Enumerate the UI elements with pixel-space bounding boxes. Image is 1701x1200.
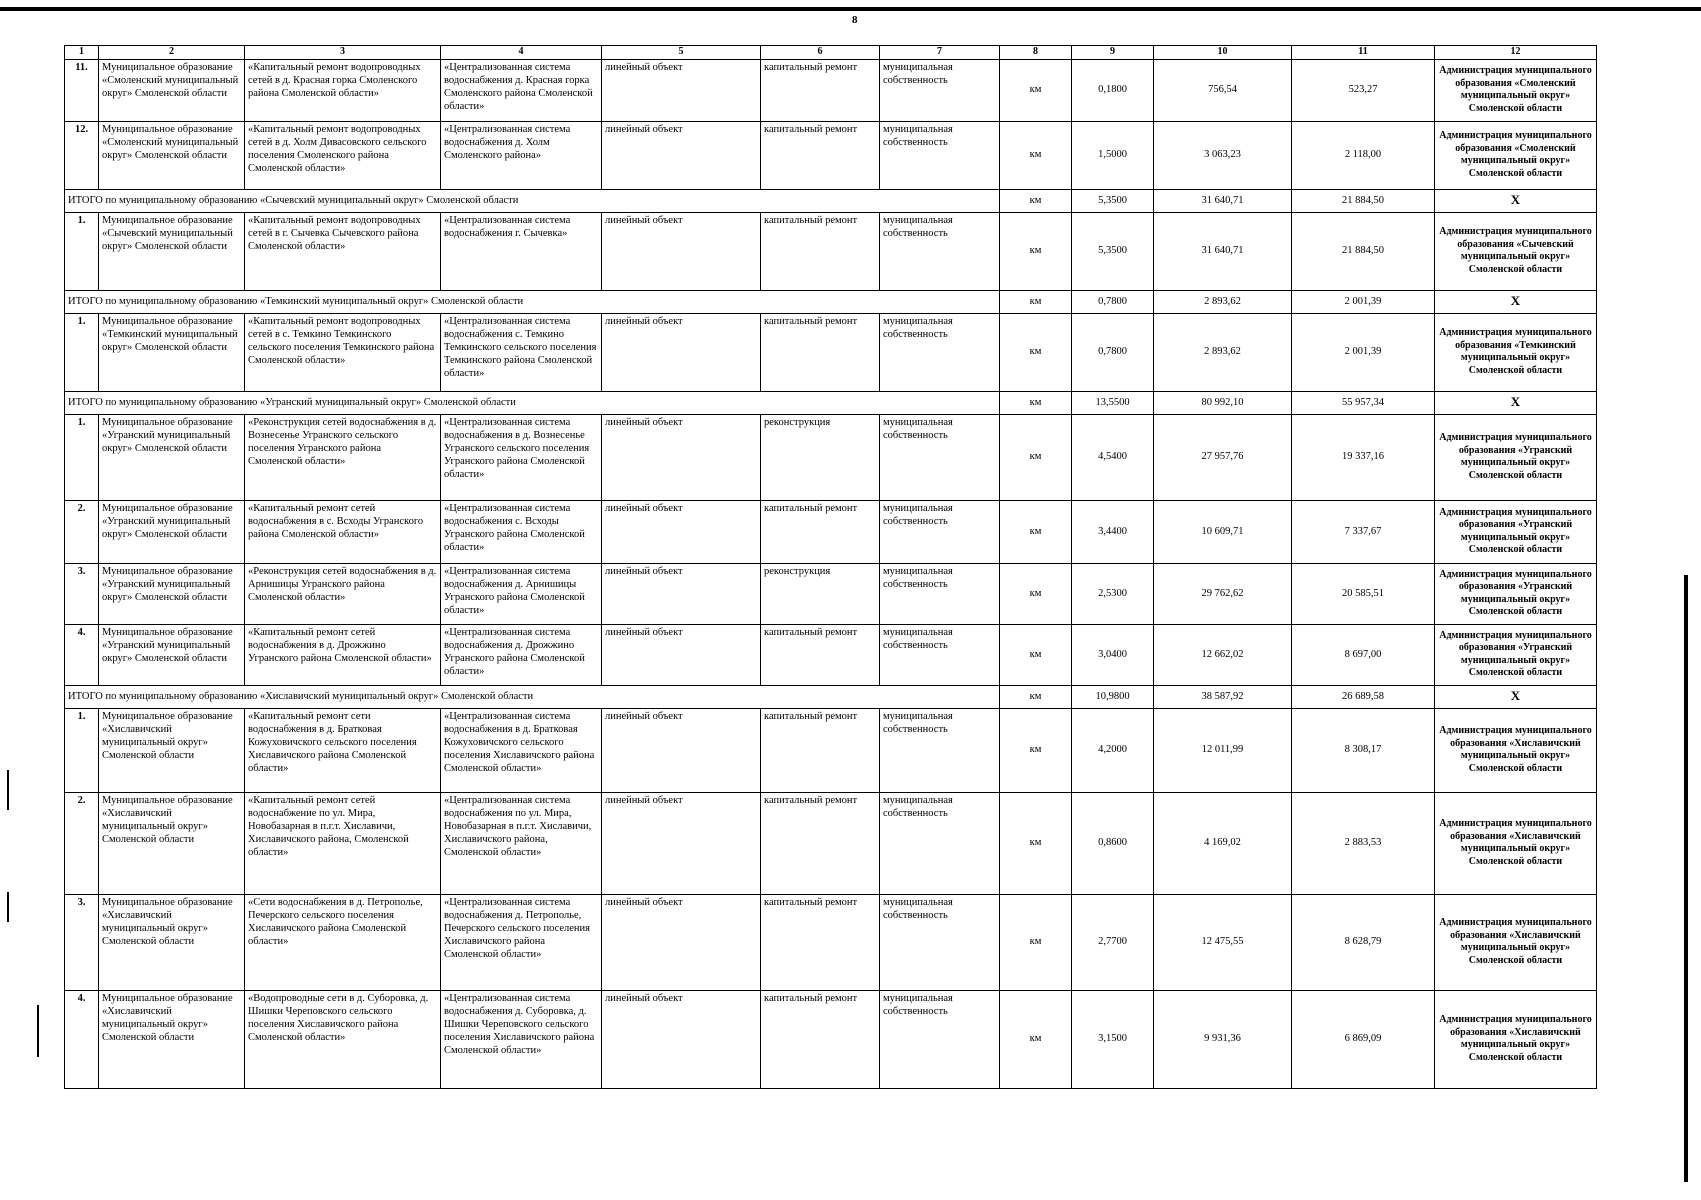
work-type-cell: капитальный ремонт (761, 894, 880, 990)
register-table (64, 45, 1597, 1089)
municipality-cell: Муниципальное образование «Хиславичский муниципальный округ» Смоленской области (99, 708, 245, 792)
cost2-cell: 8 308,17 (1292, 708, 1435, 792)
length-cell: 1,5000 (1072, 121, 1154, 189)
municipality-cell: Муниципальное образование «Угранский муниципальный округ» Смоленской области (99, 563, 245, 624)
column-header: 11 (1292, 46, 1435, 60)
total-label: ИТОГО по муниципальному образованию «Темкинский муниципальный округ» Смоленской области (65, 290, 1000, 313)
cost2-cell: 2 001,39 (1292, 313, 1435, 391)
length-cell: 2,7700 (1072, 894, 1154, 990)
municipality-cell: Муниципальное образование «Хиславичский муниципальный округ» Смоленской области (99, 792, 245, 894)
work-name-cell: «Сети водоснабжения в д. Петрополье, Печерского сельского поселения Хиславичского района Смоленской области» (245, 894, 441, 990)
cost-cell: 31 640,71 (1154, 212, 1292, 290)
work-type-cell: капитальный ремонт (761, 990, 880, 1088)
customer-cell: Администрация муниципального образования «Угранский муниципальный округ» Смоленской области (1435, 500, 1597, 563)
unit-cell: км (1000, 685, 1072, 708)
customer-cell: Администрация муниципального образования «Хиславичский муниципальный округ» Смоленской области (1435, 708, 1597, 792)
work-name-cell: «Капитальный ремонт водопроводных сетей в с. Темкино Темкинского сельского поселения Темкинского района Смоленской области» (245, 313, 441, 391)
unit-cell: км (1000, 212, 1072, 290)
cost-cell: 38 587,92 (1154, 685, 1292, 708)
customer-cell: Администрация муниципального образования «Смоленский муниципальный округ» Смоленской области (1435, 121, 1597, 189)
municipality-cell: Муниципальное образование «Угранский муниципальный округ» Смоленской области (99, 414, 245, 500)
cost-cell: 12 662,02 (1154, 624, 1292, 685)
work-type-cell: реконструкция (761, 414, 880, 500)
ownership-cell: муниципальная собственность (880, 894, 1000, 990)
page-number: 8 (852, 14, 858, 26)
municipality-cell: Муниципальное образование «Угранский муниципальный округ» Смоленской области (99, 500, 245, 563)
unit-cell: км (1000, 414, 1072, 500)
work-type-cell: капитальный ремонт (761, 792, 880, 894)
unit-cell: км (1000, 563, 1072, 624)
municipality-cell: Муниципальное образование «Темкинский муниципальный округ» Смоленской области (99, 313, 245, 391)
total-label: ИТОГО по муниципальному образованию «Сычевский муниципальный округ» Смоленской области (65, 189, 1000, 212)
total-row (65, 685, 1597, 708)
municipality-cell: Муниципальное образование «Хиславичский муниципальный округ» Смоленской области (99, 894, 245, 990)
ownership-cell: муниципальная собственность (880, 212, 1000, 290)
column-header: 3 (245, 46, 441, 60)
column-header: 12 (1435, 46, 1597, 60)
top-border-line (0, 7, 1701, 11)
cost2-cell: 2 001,39 (1292, 290, 1435, 313)
table-row (65, 414, 1597, 500)
row-number: 12. (65, 121, 99, 189)
work-name-cell: «Реконструкция сетей водоснабжения в д. Арнишицы Угранского района Смоленской области» (245, 563, 441, 624)
total-row (65, 391, 1597, 414)
cost-cell: 27 957,76 (1154, 414, 1292, 500)
customer-cell: Администрация муниципального образования «Хиславичский муниципальный округ» Смоленской области (1435, 792, 1597, 894)
row-number: 4. (65, 624, 99, 685)
municipality-cell: Муниципальное образование «Смоленский муниципальный округ» Смоленской области (99, 59, 245, 121)
customer-cell: Администрация муниципального образования «Сычевский муниципальный округ» Смоленской области (1435, 212, 1597, 290)
length-cell: 4,5400 (1072, 414, 1154, 500)
unit-cell: км (1000, 189, 1072, 212)
unit-cell: км (1000, 624, 1072, 685)
row-number: 4. (65, 990, 99, 1088)
length-cell: 5,3500 (1072, 212, 1154, 290)
length-cell: 0,7800 (1072, 290, 1154, 313)
row-number: 11. (65, 59, 99, 121)
cost-cell: 10 609,71 (1154, 500, 1292, 563)
cost2-cell: 2 118,00 (1292, 121, 1435, 189)
work-name-cell: «Капитальный ремонт водопроводных сетей в д. Холм Дивасовского сельского поселения Смоленского района Смоленской области» (245, 121, 441, 189)
object-type-cell: линейный объект (602, 990, 761, 1088)
row-number: 2. (65, 500, 99, 563)
ownership-cell: муниципальная собственность (880, 792, 1000, 894)
cost-cell: 3 063,23 (1154, 121, 1292, 189)
object-type-cell: линейный объект (602, 500, 761, 563)
header-row (65, 46, 1597, 60)
work-type-cell: реконструкция (761, 563, 880, 624)
work-type-cell: капитальный ремонт (761, 500, 880, 563)
length-cell: 2,5300 (1072, 563, 1154, 624)
table-row (65, 894, 1597, 990)
cost2-cell: 7 337,67 (1292, 500, 1435, 563)
row-number: 3. (65, 894, 99, 990)
object-type-cell: линейный объект (602, 792, 761, 894)
cost2-cell: 21 884,50 (1292, 189, 1435, 212)
system-cell: «Централизованная система водоснабжения в д. Братковая Кожуховичского сельского поселения Хиславичского района Смоленской области» (441, 708, 602, 792)
ownership-cell: муниципальная собственность (880, 121, 1000, 189)
unit-cell: км (1000, 391, 1072, 414)
object-type-cell: линейный объект (602, 59, 761, 121)
work-name-cell: «Капитальный ремонт сетей водоснабжение по ул. Мира, Новобазарная в п.г.т. Хиславичи, Хиславичского района, Смоленской области» (245, 792, 441, 894)
object-type-cell: линейный объект (602, 708, 761, 792)
customer-cell: Администрация муниципального образования «Угранский муниципальный округ» Смоленской области (1435, 563, 1597, 624)
cost-cell: 29 762,62 (1154, 563, 1292, 624)
table-row (65, 563, 1597, 624)
total-row (65, 189, 1597, 212)
work-type-cell: капитальный ремонт (761, 708, 880, 792)
system-cell: «Централизованная система водоснабжения с. Темкино Темкинского сельского поселения Темкинского района Смоленской области» (441, 313, 602, 391)
length-cell: 0,8600 (1072, 792, 1154, 894)
total-label: ИТОГО по муниципальному образованию «Угранский муниципальный округ» Смоленской области (65, 391, 1000, 414)
cost-cell: 31 640,71 (1154, 189, 1292, 212)
column-header: 2 (99, 46, 245, 60)
system-cell: «Централизованная система водоснабжения по ул. Мира, Новобазарная в п.г.т. Хиславичи, Хиславичского района, Смоленской области» (441, 792, 602, 894)
work-name-cell: «Капитальный ремонт сетей водоснабжения в д. Дрожжино Угранского района Смоленской области» (245, 624, 441, 685)
length-cell: 0,1800 (1072, 59, 1154, 121)
customer-cell: Администрация муниципального образования «Угранский муниципальный округ» Смоленской области (1435, 414, 1597, 500)
cost2-cell: 55 957,34 (1292, 391, 1435, 414)
work-name-cell: «Капитальный ремонт водопроводных сетей в г. Сычевка Сычевского района Смоленской области» (245, 212, 441, 290)
ownership-cell: муниципальная собственность (880, 563, 1000, 624)
work-type-cell: капитальный ремонт (761, 121, 880, 189)
cost-cell: 756,54 (1154, 59, 1292, 121)
unit-cell: км (1000, 290, 1072, 313)
unit-cell: км (1000, 708, 1072, 792)
length-cell: 3,1500 (1072, 990, 1154, 1088)
unit-cell: км (1000, 990, 1072, 1088)
work-type-cell: капитальный ремонт (761, 212, 880, 290)
municipality-cell: Муниципальное образование «Угранский муниципальный округ» Смоленской области (99, 624, 245, 685)
scan-edge-bar (1684, 575, 1688, 1182)
table-row (65, 708, 1597, 792)
customer-cell: Х (1435, 290, 1597, 313)
column-header: 7 (880, 46, 1000, 60)
work-name-cell: «Капитальный ремонт сетей водоснабжения в с. Всходы Угранского района Смоленской области» (245, 500, 441, 563)
object-type-cell: линейный объект (602, 212, 761, 290)
system-cell: «Централизованная система водоснабжения д. Арнишицы Угранского района Смоленской области» (441, 563, 602, 624)
customer-cell: Х (1435, 189, 1597, 212)
cost-cell: 9 931,36 (1154, 990, 1292, 1088)
row-number: 1. (65, 212, 99, 290)
cost2-cell: 21 884,50 (1292, 212, 1435, 290)
table-row (65, 313, 1597, 391)
length-cell: 3,4400 (1072, 500, 1154, 563)
system-cell: «Централизованная система водоснабжения д. Холм Смоленского района» (441, 121, 602, 189)
table-row (65, 792, 1597, 894)
ownership-cell: муниципальная собственность (880, 624, 1000, 685)
system-cell: «Централизованная система водоснабжения с. Всходы Угранского района Смоленской области» (441, 500, 602, 563)
row-number: 1. (65, 313, 99, 391)
column-header: 5 (602, 46, 761, 60)
object-type-cell: линейный объект (602, 624, 761, 685)
customer-cell: Администрация муниципального образования «Угранский муниципальный округ» Смоленской области (1435, 624, 1597, 685)
system-cell: «Централизованная система водоснабжения в д. Вознесенье Угранского сельского поселения Угранского района Смоленской области» (441, 414, 602, 500)
ownership-cell: муниципальная собственность (880, 990, 1000, 1088)
customer-cell: Х (1435, 685, 1597, 708)
cost2-cell: 8 697,00 (1292, 624, 1435, 685)
length-cell: 13,5500 (1072, 391, 1154, 414)
ownership-cell: муниципальная собственность (880, 414, 1000, 500)
work-type-cell: капитальный ремонт (761, 313, 880, 391)
municipality-cell: Муниципальное образование «Хиславичский муниципальный округ» Смоленской области (99, 990, 245, 1088)
total-row (65, 290, 1597, 313)
scan-edge-mark (37, 1005, 39, 1057)
cost2-cell: 19 337,16 (1292, 414, 1435, 500)
table-row (65, 990, 1597, 1088)
work-type-cell: капитальный ремонт (761, 624, 880, 685)
customer-cell: Администрация муниципального образования «Хиславичский муниципальный округ» Смоленской области (1435, 894, 1597, 990)
column-header: 10 (1154, 46, 1292, 60)
system-cell: «Централизованная система водоснабжения д. Суборовка, д. Шишки Череповского сельского поселения Хиславичского района Смоленской области» (441, 990, 602, 1088)
cost2-cell: 26 689,58 (1292, 685, 1435, 708)
cost-cell: 4 169,02 (1154, 792, 1292, 894)
object-type-cell: линейный объект (602, 414, 761, 500)
cost2-cell: 8 628,79 (1292, 894, 1435, 990)
cost-cell: 2 893,62 (1154, 313, 1292, 391)
row-number: 1. (65, 708, 99, 792)
system-cell: «Централизованная система водоснабжения г. Сычевка» (441, 212, 602, 290)
unit-cell: км (1000, 500, 1072, 563)
cost2-cell: 20 585,51 (1292, 563, 1435, 624)
work-name-cell: «Реконструкция сетей водоснабжения в д. Вознесенье Угранского сельского поселения Угранского района Смоленской области» (245, 414, 441, 500)
object-type-cell: линейный объект (602, 563, 761, 624)
column-header: 1 (65, 46, 99, 60)
column-header: 4 (441, 46, 602, 60)
length-cell: 10,9800 (1072, 685, 1154, 708)
length-cell: 0,7800 (1072, 313, 1154, 391)
column-header: 8 (1000, 46, 1072, 60)
length-cell: 4,2000 (1072, 708, 1154, 792)
object-type-cell: линейный объект (602, 121, 761, 189)
cost2-cell: 6 869,09 (1292, 990, 1435, 1088)
system-cell: «Централизованная система водоснабжения д. Красная горка Смоленского района Смоленской области» (441, 59, 602, 121)
work-type-cell: капитальный ремонт (761, 59, 880, 121)
table-row (65, 500, 1597, 563)
table-row (65, 212, 1597, 290)
scan-edge-mark (7, 770, 9, 810)
unit-cell: км (1000, 59, 1072, 121)
table-row (65, 624, 1597, 685)
object-type-cell: линейный объект (602, 313, 761, 391)
ownership-cell: муниципальная собственность (880, 708, 1000, 792)
cost-cell: 2 893,62 (1154, 290, 1292, 313)
length-cell: 3,0400 (1072, 624, 1154, 685)
table-row (65, 59, 1597, 121)
municipality-cell: Муниципальное образование «Смоленский муниципальный округ» Смоленской области (99, 121, 245, 189)
work-name-cell: «Капитальный ремонт водопроводных сетей в д. Красная горка Смоленского района Смоленской области» (245, 59, 441, 121)
cost2-cell: 523,27 (1292, 59, 1435, 121)
customer-cell: Администрация муниципального образования «Темкинский муниципальный округ» Смоленской области (1435, 313, 1597, 391)
object-type-cell: линейный объект (602, 894, 761, 990)
ownership-cell: муниципальная собственность (880, 313, 1000, 391)
cost-cell: 12 011,99 (1154, 708, 1292, 792)
unit-cell: км (1000, 792, 1072, 894)
municipality-cell: Муниципальное образование «Сычевский муниципальный округ» Смоленской области (99, 212, 245, 290)
unit-cell: км (1000, 121, 1072, 189)
system-cell: «Централизованная система водоснабжения д. Петрополье, Печерского сельского поселения Хиславичского района Смоленской области» (441, 894, 602, 990)
length-cell: 5,3500 (1072, 189, 1154, 212)
unit-cell: км (1000, 894, 1072, 990)
ownership-cell: муниципальная собственность (880, 500, 1000, 563)
scan-edge-mark (7, 892, 9, 922)
work-name-cell: «Капитальный ремонт сети водоснабжения в д. Братковая Кожуховичского сельского поселения Хиславичского района Смоленской области» (245, 708, 441, 792)
system-cell: «Централизованная система водоснабжения д. Дрожжино Угранского района Смоленской области» (441, 624, 602, 685)
cost-cell: 12 475,55 (1154, 894, 1292, 990)
cost-cell: 80 992,10 (1154, 391, 1292, 414)
row-number: 1. (65, 414, 99, 500)
total-label: ИТОГО по муниципальному образованию «Хиславичский муниципальный округ» Смоленской области (65, 685, 1000, 708)
column-header: 9 (1072, 46, 1154, 60)
table-row (65, 121, 1597, 189)
cost2-cell: 2 883,53 (1292, 792, 1435, 894)
column-header: 6 (761, 46, 880, 60)
unit-cell: км (1000, 313, 1072, 391)
row-number: 2. (65, 792, 99, 894)
row-number: 3. (65, 563, 99, 624)
work-name-cell: «Водопроводные сети в д. Суборовка, д. Шишки Череповского сельского поселения Хиславичского района Смоленской области» (245, 990, 441, 1088)
customer-cell: Администрация муниципального образования «Хиславичский муниципальный округ» Смоленской области (1435, 990, 1597, 1088)
customer-cell: Администрация муниципального образования «Смоленский муниципальный округ» Смоленской области (1435, 59, 1597, 121)
customer-cell: Х (1435, 391, 1597, 414)
ownership-cell: муниципальная собственность (880, 59, 1000, 121)
